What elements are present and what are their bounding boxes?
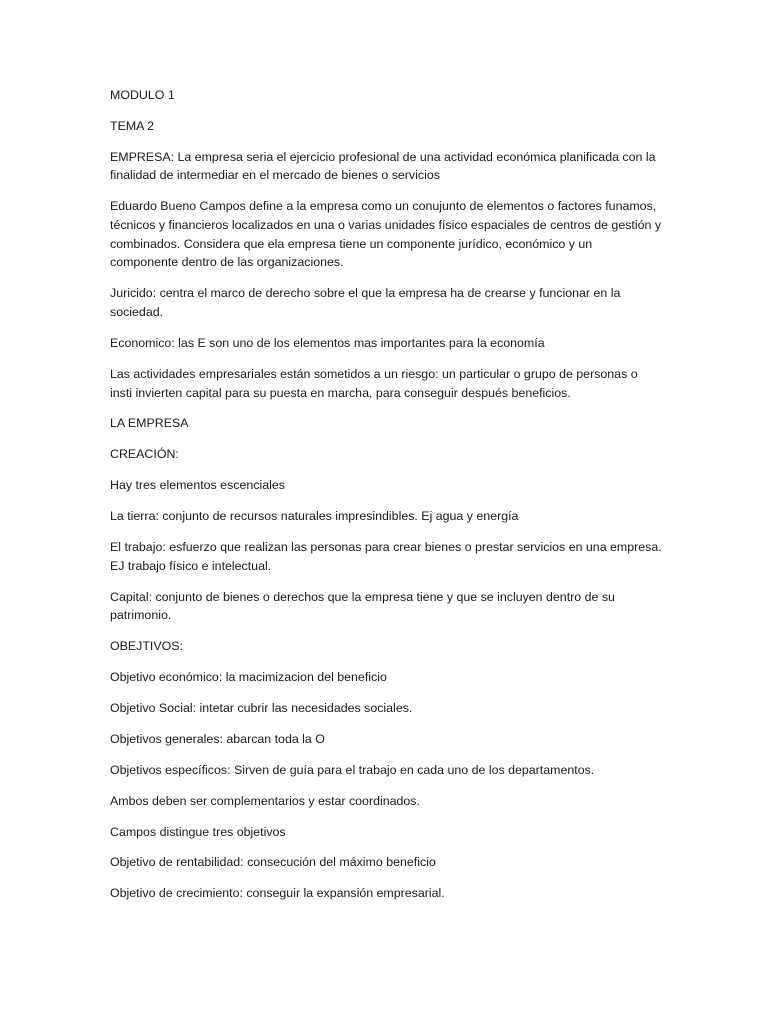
paragraph-riesgo: Las actividades empresariales están sometidos a un riesgo: un particular o grupo de personas o insti invierten capital para su puesta en marcha, para conseguir después beneficios. [110, 366, 638, 400]
paragraph-campos-objetivos: Campos distingue tres objetivos [110, 824, 286, 839]
paragraph-empresa-definition: EMPRESA: La empresa seria el ejercicio profesional de una actividad económica planificada con la finalidad de intermediar en el mercado de bienes o servicios [110, 149, 656, 183]
paragraph-economico: Economico: las E son uno de los elementos mas importantes para la economía [110, 335, 545, 350]
paragraph-objetivo-social: Objetivo Social: intetar cubrir las necesidades sociales. [110, 700, 413, 715]
paragraph-capital: Capital: conjunto de bienes o derechos que la empresa tiene y que se incluyen dentro de su patrimonio. [110, 589, 615, 623]
paragraph-elementos: Hay tres elementos escenciales [110, 478, 285, 493]
heading-creacion: CREACIÓN: [110, 447, 179, 462]
heading-la-empresa: LA EMPRESA [110, 416, 189, 431]
paragraph-objetivos-generales: Objetivos generales: abarcan toda la O [110, 731, 325, 746]
paragraph-bueno-campos: Eduardo Bueno Campos define a la empresa como un conujunto de elementos o factores funamos, técnicos y financieros localizados en una o varias unidades físico espaciales de centros de gestión y combinados. Considera que ela empresa tiene un componente jurídico, económico y un componente dentro de las organizaciones. [110, 199, 662, 270]
heading-topic: TEMA 2 [110, 118, 155, 133]
document-body [110, 86, 662, 915]
paragraph-tierra: La tierra: conjunto de recursos naturales impresindibles. Ej agua y energía [110, 509, 519, 524]
paragraph-trabajo: El trabajo: esfuerzo que realizan las personas para crear bienes o prestar servicios en una empresa. EJ trabajo físico e intelectual. [110, 540, 662, 573]
paragraph-juridico: Juricido: centra el marco de derecho sobre el que la empresa ha de crearse y funcionar en la sociedad. [110, 286, 621, 320]
heading-module: MODULO 1 [110, 88, 175, 102]
paragraph-rentabilidad: Objetivo de rentabilidad: consecución del máximo beneficio [110, 855, 436, 870]
heading-objetivos: OBEJTIVOS: [110, 639, 183, 654]
paragraph-objetivo-economico: Objetivo económico: la macimizacion del beneficio [110, 670, 387, 685]
paragraph-complementarios: Ambos deben ser complementarios y estar coordinados. [110, 793, 420, 808]
paragraph-crecimiento: Objetivo de crecimiento: conseguir la expansión empresarial. [110, 886, 445, 901]
paragraph-objetivos-especificos: Objetivos específicos: Sirven de guía para el trabajo en cada uno de los departamentos. [110, 762, 595, 777]
